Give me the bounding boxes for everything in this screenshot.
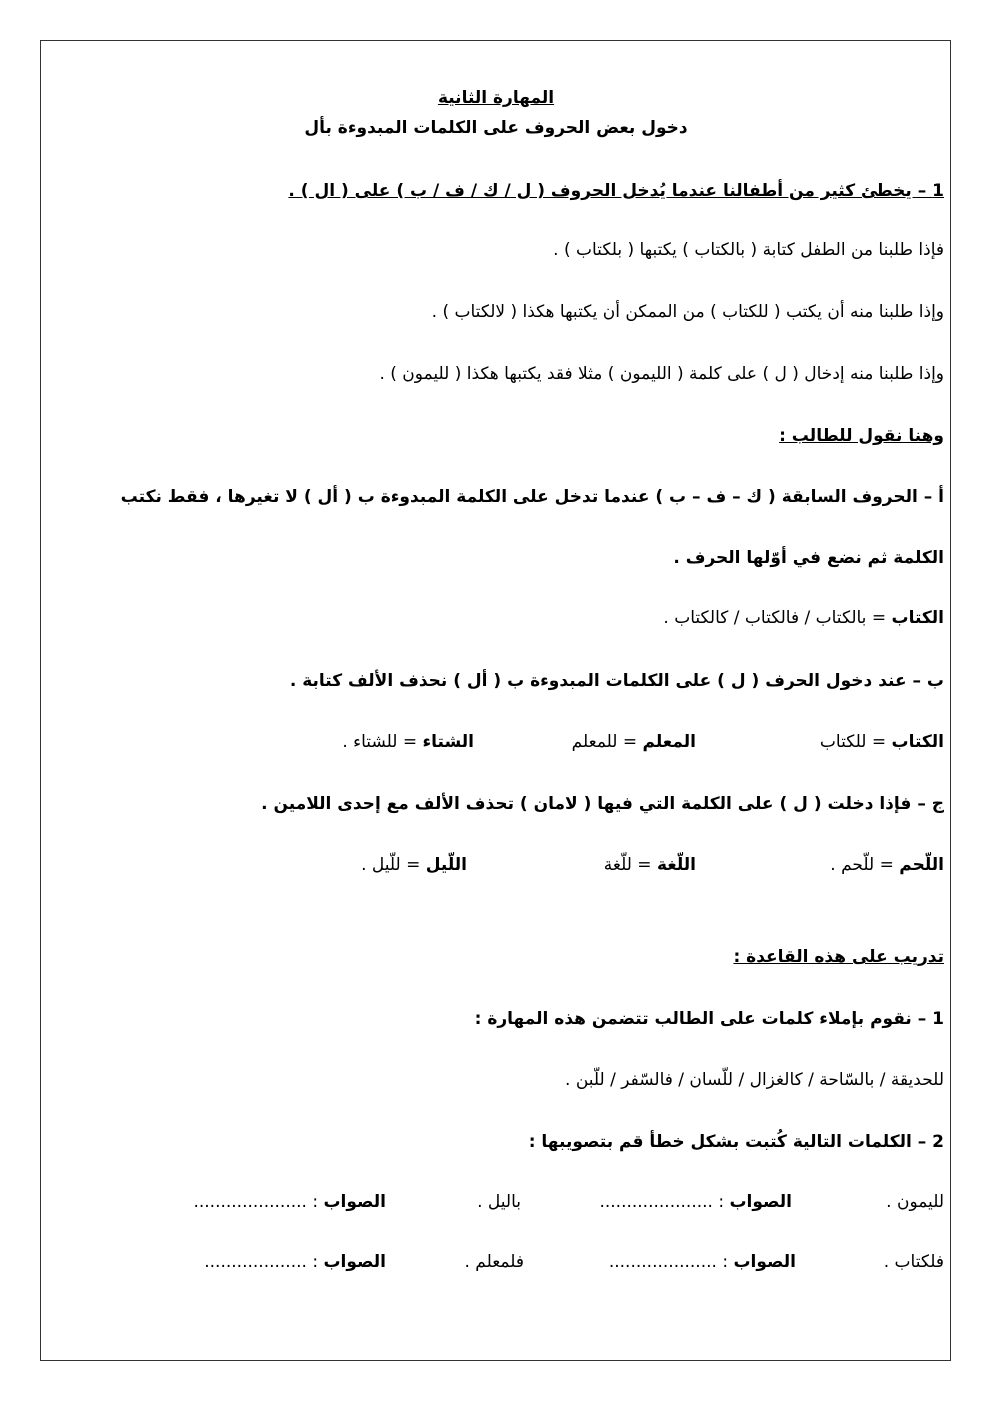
wrong-word: فلمعلم . xyxy=(464,1252,524,1272)
example-rest: = للشتاء . xyxy=(342,732,423,752)
answer-blank: : ..................... xyxy=(599,1192,730,1212)
example-word: الشتاء xyxy=(422,732,474,752)
answer-label: الصواب xyxy=(733,1252,796,1272)
answer-field[interactable] xyxy=(609,1250,796,1274)
intro-line-1: فإذا طلبنا من الطفل كتابة ( بالكتاب ) يكتبها ( بلكتاب ) . xyxy=(553,240,944,260)
intro-line-3: وإذا طلبنا منه إدخال ( ل ) على كلمة ( الليمون ) مثلا فقد يكتبها هكذا ( لليمون ) . xyxy=(379,364,944,384)
intro-line-2: وإذا طلبنا منه أن يكتب ( للكتاب ) من الممكن أن يكتبها هكذا ( لالكتاب ) . xyxy=(431,302,944,322)
example-rest: = للّغة xyxy=(603,855,657,875)
answer-field[interactable] xyxy=(204,1250,386,1274)
example-word: اللّيل xyxy=(425,855,467,875)
example-rest: = بالكتاب / فالكتاب / كالكتاب . xyxy=(663,608,892,628)
rule-c-example-1 xyxy=(830,853,944,877)
wrong-word: لليمون . xyxy=(886,1192,944,1212)
training-words: للحديقة / بالسّاحة / كالغزال / للّسان / فالسّفر / للّبن . xyxy=(565,1070,944,1090)
answer-label: الصواب xyxy=(729,1192,792,1212)
rule-c-line: ج – فإذا دخلت ( ل ) على الكلمة التي فيها ( لامان ) تحذف الألف مع إحدى اللامين . xyxy=(261,794,944,814)
rule-b-line: ب – عند دخول الحرف ( ل ) على الكلمات المبدوءة ب ( أل ) نحذف الألف كتابة . xyxy=(289,671,944,691)
answer-label: الصواب xyxy=(323,1252,386,1272)
page-title: المهارة الثانية xyxy=(437,88,555,108)
intro-heading: 1 – يخطئ كثير من أطفالنا عندما يُدخل الحروف ( ل / ك / ف / ب ) على ( ال ) . xyxy=(288,181,944,201)
answer-field[interactable] xyxy=(599,1190,792,1214)
rule-a-example xyxy=(663,606,944,630)
rule-a-line-1: أ – الحروف السابقة ( ك – ف – ب ) عندما تدخل على الكلمة المبدوءة ب ( أل ) لا تغيرها ، فقط نكتب xyxy=(120,487,944,507)
answer-blank: : ................... xyxy=(204,1252,324,1272)
rule-b-example-3 xyxy=(342,730,474,754)
wrong-word: باليل . xyxy=(477,1192,521,1212)
rule-b-example-2 xyxy=(572,730,696,754)
training-question-1: 1 – نقوم بإملاء كلمات على الطالب تتضمن هذه المهارة : xyxy=(474,1009,944,1029)
answer-blank: : .................... xyxy=(608,1252,734,1272)
example-rest: = للّحم . xyxy=(830,855,900,875)
training-heading: تدريب على هذه القاعدة : xyxy=(733,947,944,967)
answer-field[interactable] xyxy=(193,1190,386,1214)
example-rest: = للّيل . xyxy=(361,855,426,875)
example-word: الكتاب xyxy=(891,608,944,628)
rule-c-example-3 xyxy=(361,853,467,877)
rule-c-example-2 xyxy=(604,853,696,877)
example-word: اللّحم xyxy=(899,855,944,875)
example-word: الكتاب xyxy=(891,732,944,752)
page-subtitle: دخول بعض الحروف على الكلمات المبدوءة بأل xyxy=(304,118,688,138)
answer-blank: : ..................... xyxy=(193,1192,324,1212)
training-question-2: 2 – الكلمات التالية كُتبت بشكل خطأ قم بتصويبها : xyxy=(528,1132,944,1152)
rules-heading: وهنا نقول للطالب : xyxy=(779,426,944,446)
example-rest: = للمعلم xyxy=(571,732,643,752)
example-rest: = للكتاب xyxy=(819,732,892,752)
rule-b-example-1 xyxy=(820,730,944,754)
answer-label: الصواب xyxy=(323,1192,386,1212)
rule-a-line-2: الكلمة ثم نضع في أوّلها الحرف . xyxy=(673,548,944,568)
wrong-word: فلكتاب . xyxy=(883,1252,944,1272)
example-word: اللّغة xyxy=(656,855,696,875)
example-word: المعلم xyxy=(642,732,696,752)
